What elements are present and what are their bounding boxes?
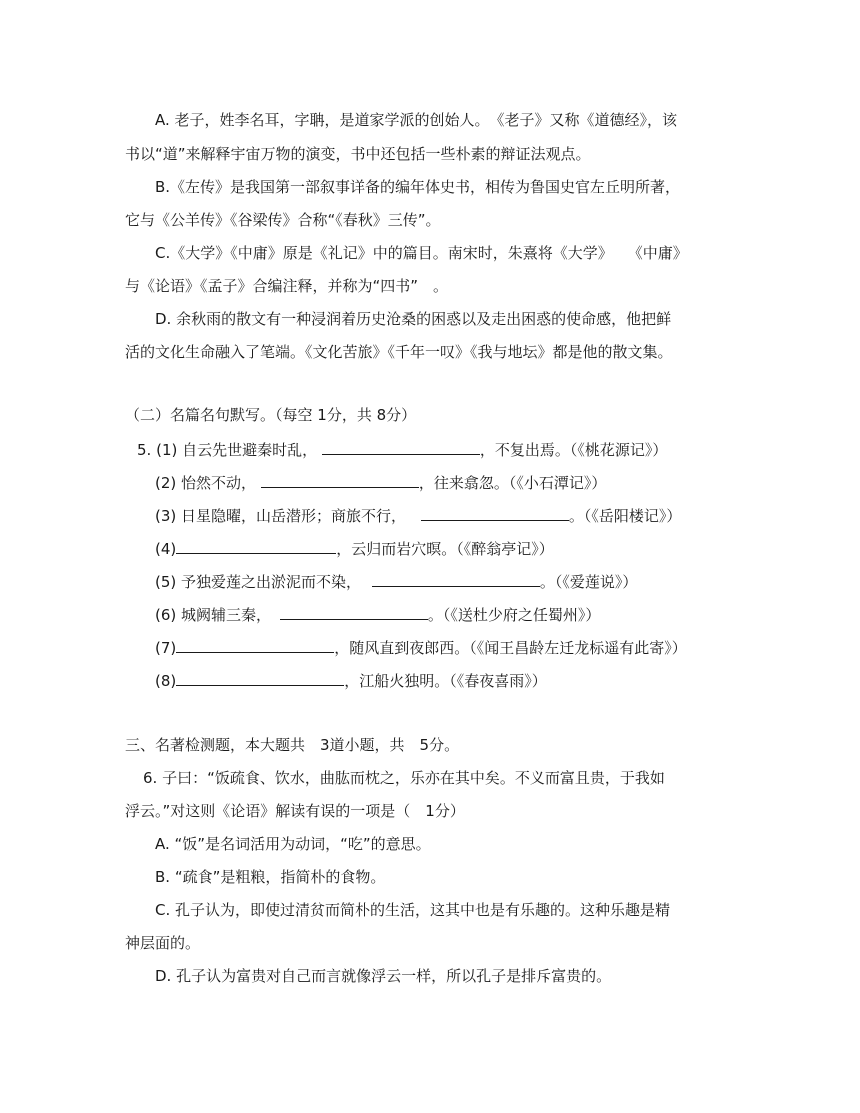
q6-option-c-line2: 神层面的。: [125, 934, 201, 952]
answer-blank-5[interactable]: [372, 570, 540, 587]
answer-blank-6[interactable]: [280, 603, 428, 620]
q5-item-8-post: ，江船火独明。（《春夜喜雨》）: [344, 672, 547, 690]
q6-line2: 浮云。”对这则《论语》解读有误的一项是（ 1分）: [125, 802, 465, 820]
section2-heading: （二）名篇名句默写。（每空 1分，共 8分）: [125, 406, 417, 424]
option-b-line2: 它与《公羊传》《谷梁传》合称“《春秋》三传”。: [125, 211, 441, 229]
q5-item-2-post: ，往来翕忽。（《小石潭记》）: [418, 474, 607, 492]
option-c-line2: 与《论语》《孟子》合编注释，并称为“四书” 。: [125, 277, 449, 295]
q5-item-3-post: 。（《岳阳楼记》）: [568, 507, 682, 525]
q5-item-6-pre: (6) 城阙辅三秦，: [155, 606, 272, 624]
option-d-line2: 活的文化生命融入了笔端。《文化苦旅》《千年一叹》《我与地坛》都是他的散文集。: [125, 343, 673, 361]
option-c-line1: C.《大学》《中庸》原是《礼记》中的篇目。南宋时，朱熹将《大学》 《中庸》: [155, 244, 688, 262]
answer-blank-8[interactable]: [176, 669, 344, 686]
q6-option-c-line1: C. 孔子认为，即使过清贫而简朴的生活，这其中也是有乐趣的。这种乐趣是精: [155, 901, 671, 919]
q5-item-3-pre: (3) 日星隐曜，山岳潜形；商旅不行，: [155, 507, 407, 525]
q6-option-b: B. “疏食”是粗粮，指简朴的食物。: [155, 868, 386, 886]
answer-blank-7[interactable]: [176, 636, 334, 653]
answer-blank-2[interactable]: [261, 471, 419, 488]
q5-item-4-pre: (4): [155, 540, 177, 558]
q5-line-4: [155, 537, 554, 559]
answer-blank-3[interactable]: [421, 504, 569, 521]
q5-item-1-post: ，不复出焉。（《桃花源记》）: [479, 441, 668, 459]
section3-heading: 三、名著检测题，本大题共 3道小题，共 5分。: [125, 736, 460, 754]
q5-number: 5.: [137, 441, 152, 459]
q5-line-1: [137, 438, 667, 460]
q5-line-2: [155, 471, 606, 493]
q5-item-8-pre: (8): [155, 672, 177, 690]
q5-line-3: [155, 504, 681, 526]
q5-item-5-pre: (5) 予独爱莲之出淤泥而不染，: [155, 573, 362, 591]
answer-blank-1[interactable]: [322, 438, 480, 455]
q5-item-7-pre: (7): [155, 639, 177, 657]
option-a-line1: A. 老子，姓李名耳，字聃，是道家学派的创始人。 《老子》又称《道德经》，该: [155, 111, 678, 129]
q5-item-2-pre: (2) 怡然不动，: [155, 474, 257, 492]
q5-line-7: [155, 636, 687, 658]
q5-line-5: [155, 570, 637, 592]
q6-line1: 6. 子曰：“饭疏食、饮水，曲肱而枕之，乐亦在其中矣。不义而富且贵，于我如: [143, 769, 665, 787]
q5-item-1-pre: (1) 自云先世避秦时乱，: [156, 441, 318, 459]
q5-item-4-post: ，云归而岩穴暝。（《醉翁亭记》）: [336, 540, 554, 558]
option-a-line2: 书以“道”来解释宇宙万物的演变，书中还包括一些朴素的辩证法观点。: [125, 145, 591, 163]
q5-item-5-post: 。（《爱莲说》）: [539, 573, 638, 591]
q6-option-d: D. 孔子认为富贵对自己而言就像浮云一样，所以孔子是排斥富贵的。: [155, 967, 612, 985]
answer-blank-4[interactable]: [176, 537, 336, 554]
option-d-line1: D. 余秋雨的散文有一种浸润着历史沧桑的困惑以及走出困惑的使命感，他把鲜: [155, 310, 672, 328]
q5-line-8: [155, 669, 547, 691]
q5-line-6: [155, 603, 600, 625]
q5-item-6-post: 。（《送杜少府之任蜀州》）: [427, 606, 601, 624]
q5-item-7-post: ，随风直到夜郎西。（《闻王昌龄左迁龙标遥有此寄》）: [334, 639, 687, 657]
q6-option-a: A. “饭”是名词活用为动词，“吃”的意思。: [155, 835, 431, 853]
option-b-line1: B.《左传》是我国第一部叙事详备的编年体史书，相传为鲁国史官左丘明所著，: [155, 178, 681, 196]
